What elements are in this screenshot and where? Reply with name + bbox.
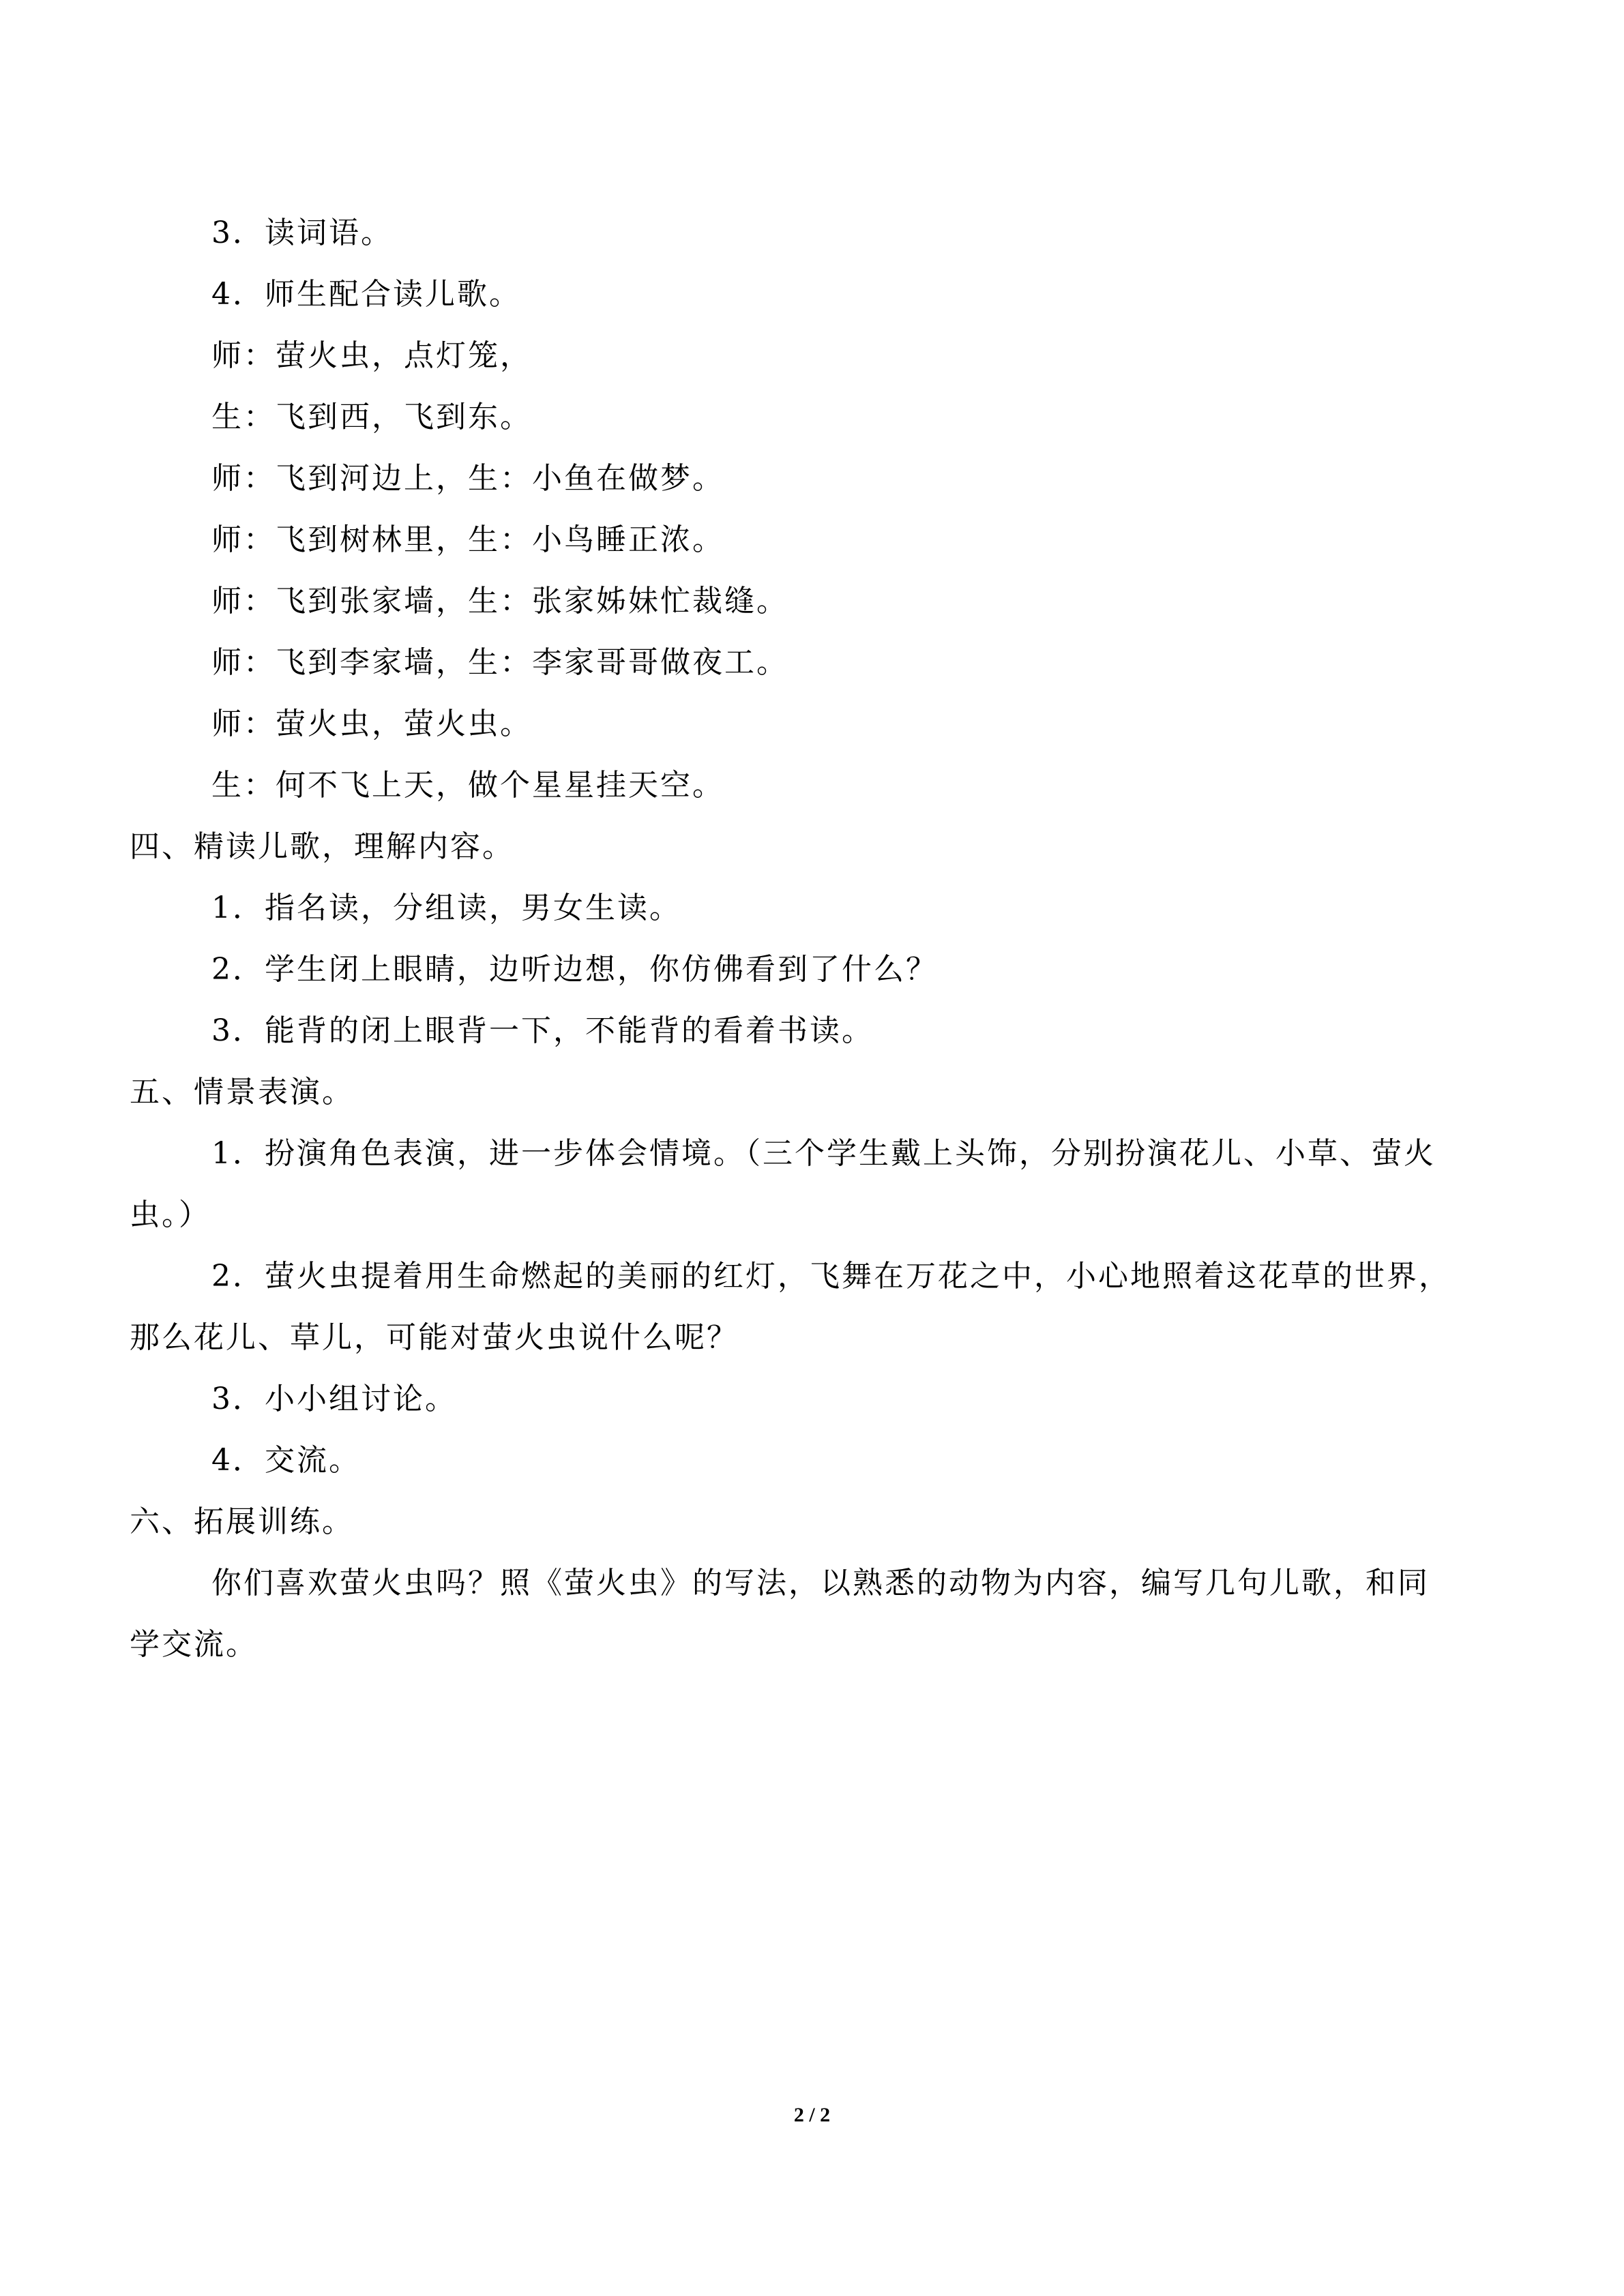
text-line: 师：飞到李家墙，生：李家哥哥做夜工。	[211, 645, 788, 680]
text-line: 师：飞到张家墙，生：张家姊妹忙裁缝。	[211, 584, 788, 618]
text-line: 那么花儿、草儿，可能对萤火虫说什么呢？	[130, 1320, 739, 1355]
text-line: 2．学生闭上眼睛，边听边想，你仿佛看到了什么？	[211, 952, 938, 987]
text-line: 1．扮演角色表演，进一步体会情境。（三个学生戴上头饰，分别扮演花儿、小草、萤火	[211, 1136, 1436, 1171]
text-line: 4．师生配合读儿歌。	[211, 277, 521, 312]
text-line: 3．小小组讨论。	[211, 1382, 457, 1416]
text-line: 3．读词语。	[211, 215, 393, 250]
text-line: 2．萤火虫提着用生命燃起的美丽的红灯，飞舞在万花之中，小心地照着这花草的世界，	[211, 1259, 1451, 1294]
text-line: 生：何不飞上天，做个星星挂天空。	[211, 768, 724, 803]
page-number: 2 / 2	[793, 2104, 831, 2126]
text-line: 师：飞到河边上，生：小鱼在做梦。	[211, 461, 724, 496]
text-line: 1．指名读，分组读，男女生读。	[211, 891, 681, 925]
text-line: 师：萤火虫，萤火虫。	[211, 706, 532, 741]
section-heading: 四、精读儿歌，理解内容。	[130, 829, 514, 864]
text-line: 你们喜欢萤火虫吗？照《萤火虫》的写法，以熟悉的动物为内容，编写几句儿歌，和同	[211, 1566, 1430, 1600]
section-heading: 六、拓展训练。	[130, 1504, 354, 1539]
text-line: 师：萤火虫，点灯笼，	[211, 338, 532, 373]
section-heading: 五、情景表演。	[130, 1075, 354, 1109]
text-line: 师：飞到树林里，生：小鸟睡正浓。	[211, 522, 724, 557]
text-line: 4．交流。	[211, 1443, 361, 1478]
text-line: 3．能背的闭上眼背一下，不能背的看着书读。	[211, 1013, 874, 1048]
text-line: 生：飞到西，飞到东。	[211, 400, 532, 434]
text-line: 学交流。	[130, 1627, 258, 1662]
text-line: 虫。）	[130, 1197, 211, 1232]
